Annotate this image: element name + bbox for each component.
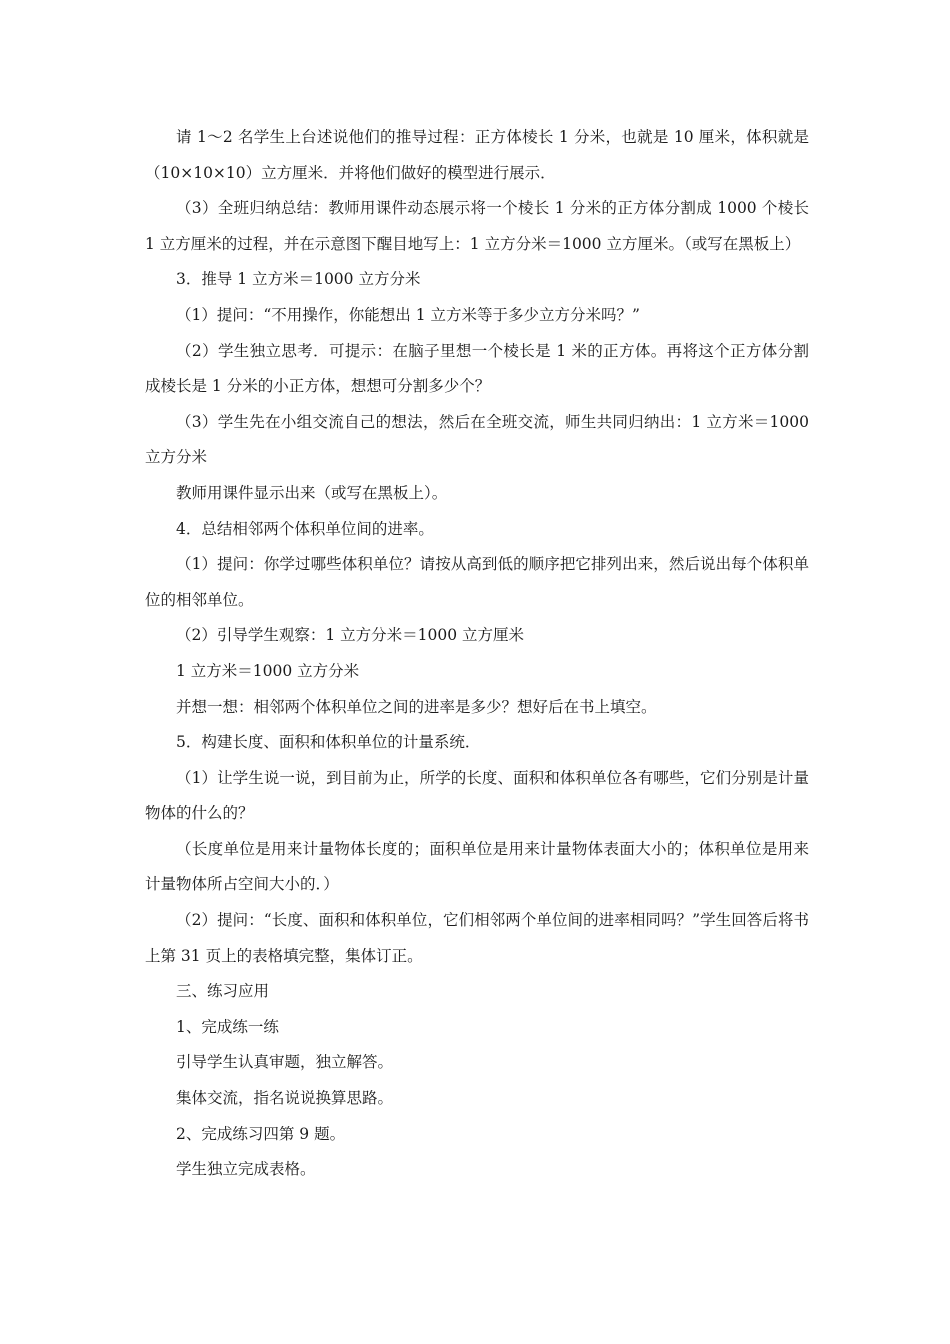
paragraph: 集体交流，指名说说换算思路。 [176,1089,394,1108]
paragraph: （长度单位是用来计量物体长度的；面积单位是用来计量物体表面大小的；体积单位是用来计量物体所占空间大小的．） [145,839,809,894]
section-heading: 三、练习应用 [176,982,270,1001]
paragraph: （3）学生先在小组交流自己的想法，然后在全班交流，师生共同归纳出：1 立方米＝1000 立方分米 [145,412,809,467]
paragraph: 教师用课件显示出来（或写在黑板上）。 [176,483,448,502]
paragraph: 学生独立完成表格。 [176,1160,316,1179]
section-heading: 5．构建长度、面积和体积单位的计量系统． [176,733,481,752]
paragraph: （2）引导学生观察：1 立方分米＝1000 立方厘米 [176,626,525,645]
paragraph: 引导学生认真审题，独立解答。 [176,1053,394,1072]
paragraph: （1）提问：“不用操作，你能想出 1 立方米等于多少立方分米吗？” [176,305,640,324]
paragraph: （1）让学生说一说，到目前为止，所学的长度、面积和体积单位各有哪些，它们分别是计量物体的什么的？ [145,768,809,823]
paragraph: （3）全班归纳总结：教师用课件动态展示将一个棱长 1 分米的正方体分割成 1000 个棱长 1 立方厘米的过程，并在示意图下醒目地写上：1 立方分米＝1000 立方厘米。（或写在黑板上） [145,199,809,253]
paragraph: 并想一想：相邻两个体积单位之间的进率是多少？想好后在书上填空。 [176,697,657,716]
paragraph: 请 1～2 名学生上台述说他们的推导过程：正方体棱长 1 分米，也就是 10 厘米，体积就是（10×10×10）立方厘米．并将他们做好的模型进行展示． [145,128,809,182]
document-body [145,120,809,1188]
paragraph: 1、完成练一练 [176,1017,279,1036]
section-heading: 3．推导 1 立方米＝1000 立方分米 [176,270,421,289]
section-heading: 4．总结相邻两个体积单位间的进率。 [176,519,434,538]
paragraph: （2）学生独立思考．可提示：在脑子里想一个棱长是 1 米的正方体。再将这个正方体分割成棱长是 1 分米的小正方体，想想可分割多少个？ [145,341,809,396]
paragraph: （2）提问：“长度、面积和体积单位，它们相邻两个单位间的进率相同吗？”学生回答后将书上第 31 页上的表格填完整，集体订正。 [145,911,809,965]
paragraph: 2、完成练习四第 9 题。 [176,1124,346,1143]
paragraph: （1）提问：你学过哪些体积单位？请按从高到低的顺序把它排列出来，然后说出每个体积单位的相邻单位。 [145,555,809,609]
paragraph: 1 立方米＝1000 立方分米 [176,661,360,680]
